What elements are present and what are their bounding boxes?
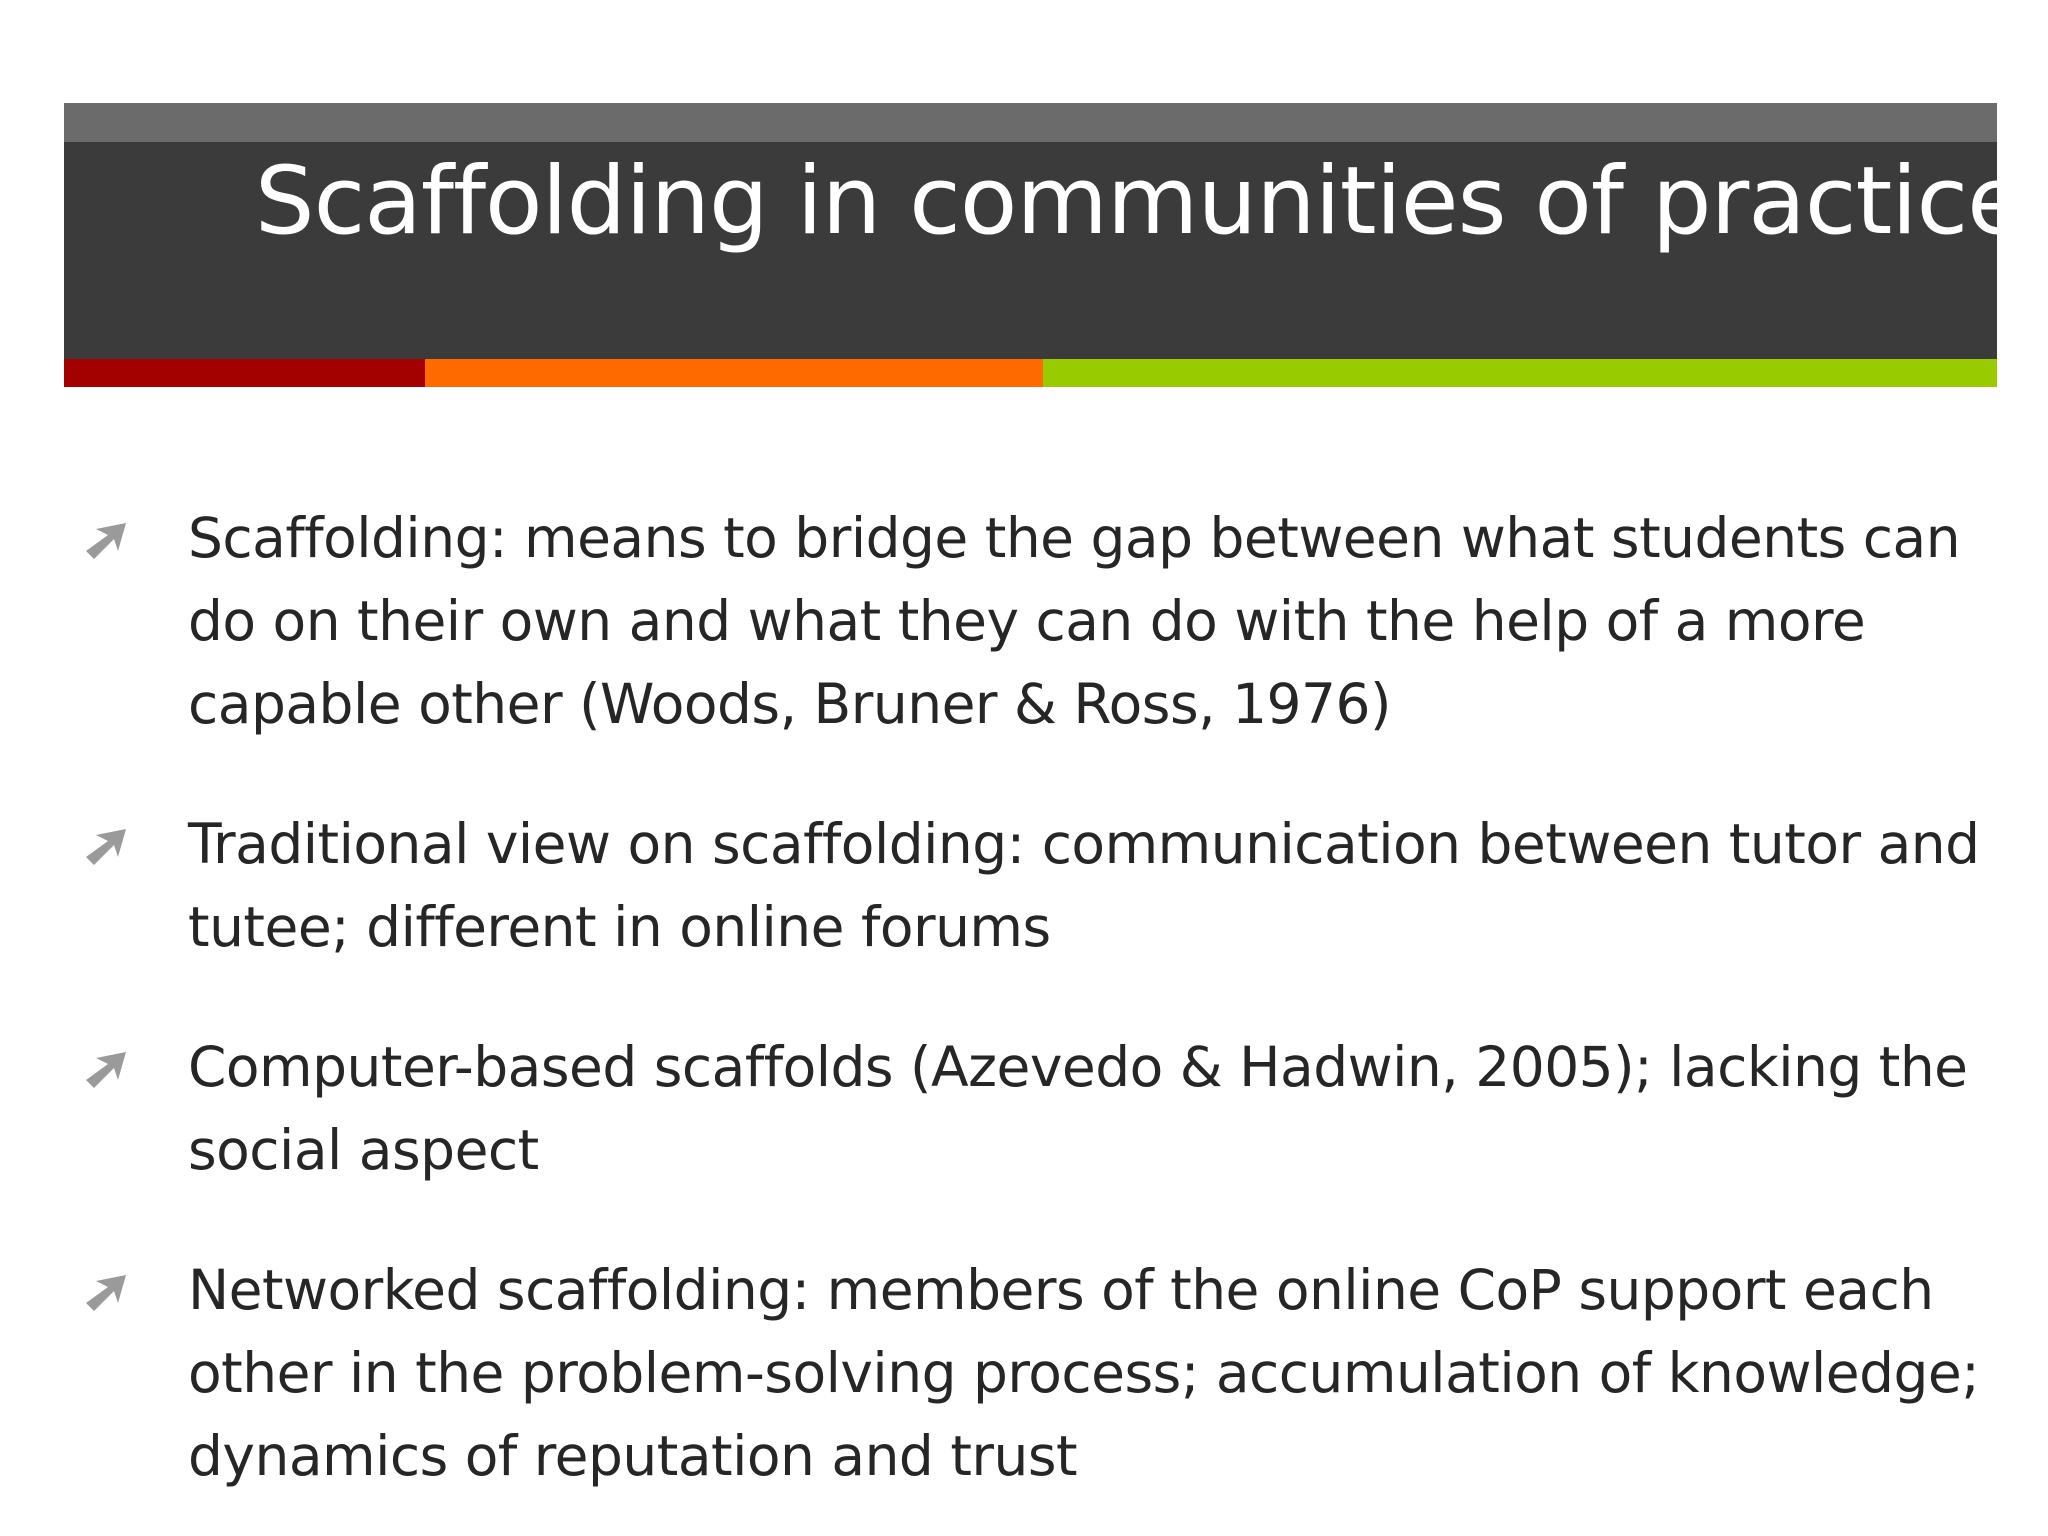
slide-title: Scaffolding in communities of practice	[254, 147, 2024, 256]
accent-bar-green	[1043, 359, 1997, 387]
bullet-item	[86, 803, 1986, 969]
bullet-item	[86, 497, 1986, 746]
bullet-item	[86, 1249, 1986, 1498]
bullet-text: Computer-based scaffolds (Azevedo & Hadwin, 2005); lacking the social aspect	[188, 1035, 1968, 1182]
accent-bar	[64, 359, 1997, 387]
title-band-top-strip	[64, 103, 1997, 142]
accent-bar-orange	[425, 359, 1043, 387]
bullet-list	[86, 497, 1986, 1536]
arrow-up-right-icon	[86, 1050, 130, 1090]
bullet-item	[86, 1026, 1986, 1192]
accent-bar-red	[64, 359, 425, 387]
arrow-up-right-icon	[86, 827, 130, 867]
arrow-up-right-icon	[86, 521, 130, 561]
bullet-text: Traditional view on scaffolding: communication between tutor and tutee; different in online forums	[188, 812, 1980, 959]
arrow-up-right-icon	[86, 1273, 130, 1313]
bullet-text: Scaffolding: means to bridge the gap between what students can do on their own and what they can do with the help of a more capable other (Woods, Bruner & Ross, 1976)	[188, 506, 1961, 736]
bullet-text: Networked scaffolding: members of the online CoP support each other in the problem-solving process; accumulation of knowledge; dynamics of reputation and trust	[188, 1258, 1980, 1488]
